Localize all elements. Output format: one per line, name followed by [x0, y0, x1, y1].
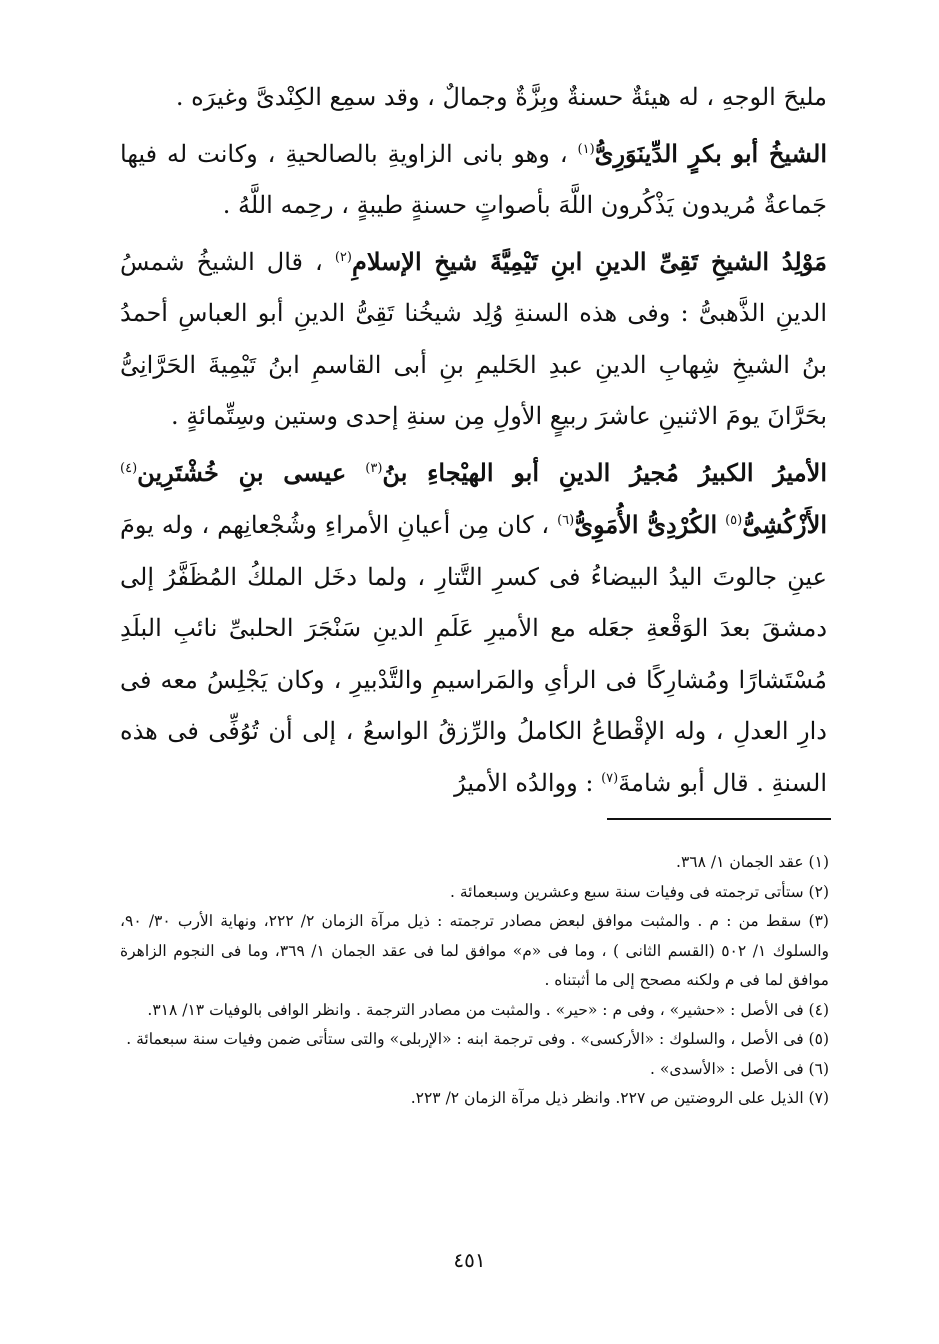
entry-text: ، كان مِن أعيانِ الأمراءِ وشُجْعانِهم ، وله يومَ عينِ جالوتَ اليدُ البيضاءُ فى كسرِ التَّتارِ ، ولما دخَل الملكُ المُظَفَّرُ إلى دمشقَ بعدَ الوَقْعةِ جعَله مع الأميرِ عَلَمِ الدينِ سَنْجَرَ الحلبىِّ نائبِ البلَدِ مُسْتَشارًا ومُشارِكًا فى الرأىِ والمَراسيمِ والتَّدْبيرِ ، وكان يَجْلِسُ معه فى دارِ العدلِ ، وله الإقْطاعُ الكاملُ والرِّزقُ الواسعُ ، إلى أن تُوُفِّى فى هذه السنةِ . قال أبو شامةَ	[120, 511, 827, 797]
footnotes	[120, 848, 829, 1114]
footnote-ref: (٣)	[365, 460, 383, 476]
entry-text: ، قال الشيخُ شمسُ الدينِ الذَّهبىُّ : وفى هذه السنةِ وُلِد شيخُنا تَقِىُّ الدينِ أبو العباسِ أحمدُ بنُ الشيخِ شِهابِ الدينِ عبدِ الحَليمِ بنِ أبى القاسمِ ابنُ تَيْمِيةَ الحَرَّانِىُّ بحَرَّانَ يومَ الاثنينِ عاشرَ ربيعٍ الأولِ مِن سنةِ إحدى وستين وسِتِّمائةٍ .	[120, 247, 828, 430]
main-text	[120, 72, 827, 813]
footnote-ref: (٧)	[601, 770, 619, 786]
entry-heading-part: الأَزْكُشِىُّ	[742, 510, 827, 539]
footnote-4: (٤) فى الأصل : «حشير» ، وفى م : «حير» . والمثبت من مصادر الترجمة . وانظر الوافى بالوفيات ١٣/ ٣١٨.	[147, 1000, 829, 1019]
footnote-7: (٧) الذيل على الروضتين ص ٢٢٧. وانظر ذيل مرآة الزمان ٢/ ٢٢٣.	[410, 1089, 829, 1107]
entry-text: مليحَ الوجهِ ، له هيئةٌ حسنةٌ وبِزَّةٌ وجمالٌ ، وقد سمِع الكِنْدىَّ وغيرَه .	[175, 83, 827, 111]
footnote-ref: (٤)	[120, 460, 138, 476]
footnote-5: (٥) فى الأصل ، والسلوك : «الأركسى» . وفى ترجمة ابنه : «الإربلى» والتى ستأتى ضمن وفيات سنة سبعمائة .	[126, 1030, 829, 1048]
entry-continuation	[120, 72, 827, 124]
entry-heading: الشيخُ أبو بكرٍ الدِّينَوَرِىُّ	[594, 138, 827, 168]
entry-abu-bakr-dinawari	[120, 128, 827, 232]
footnote-ref: (٢)	[334, 249, 352, 265]
footnote-1: (١) عقد الجمان ١/ ٣٦٨.	[676, 853, 829, 871]
footnote-separator	[607, 818, 831, 820]
entry-text: ، وهو بانى الزاويةِ بالصالحيةِ ، وكانت له فيها جَماعةٌ مُريدون يَذْكُرون اللَّهَ بأصواتٍ حسنةٍ طيبةٍ ، رحِمه اللَّهُ .	[120, 139, 827, 219]
footnote-2: (٢) ستأتى ترجمته فى وفيات سنة سبع وعشرين وسبعمائة .	[450, 882, 829, 901]
entry-mujir-al-din	[120, 447, 827, 810]
footnote-6: (٦) فى الأصل : «الأسدى» .	[650, 1059, 829, 1078]
page-number: ٤٥١	[453, 1248, 486, 1272]
entry-heading-part: الكُرْدِىُّ الأُمَوِىُّ	[574, 510, 718, 539]
footnote-ref: (١)	[577, 141, 595, 157]
footnote-ref: (٥)	[725, 513, 743, 528]
entry-heading: مَوْلِدُ الشيخِ تَقِىِّ الدينِ ابنِ تَيْمِيَّةَ شيخِ الإسلامِ	[351, 246, 827, 276]
entry-heading-part: عيسى بنِ خُشْتَرِين	[137, 457, 347, 487]
entry-heading: الأميرُ الكبيرُ مُجيرُ الدينِ أبو الهيْجاءِ بنُ	[382, 457, 827, 487]
footnote-ref: (٦)	[557, 513, 575, 528]
entry-text-tail: : ووالدُه الأميرُ	[454, 768, 594, 797]
entry-ibn-taymiyya-birth	[120, 236, 827, 443]
footnote-3: (٣) سقط من : م . والمثبت موافق لبعض مصادر ترجمته : ذيل مرآة الزمان ٢/ ٢٢٢، ونهاية الأرب ٣٠/ ٩٠، والسلوك ١/ ٥٠٢ (القسم الثانى ) ، وما فى «م» موافق لما فى عقد الجمان ١/ ٣٦٩، وما فى النجوم الزاهرة موافق لما فى م ولكنه مصحح إلى ما أثبتناه .	[120, 912, 829, 989]
